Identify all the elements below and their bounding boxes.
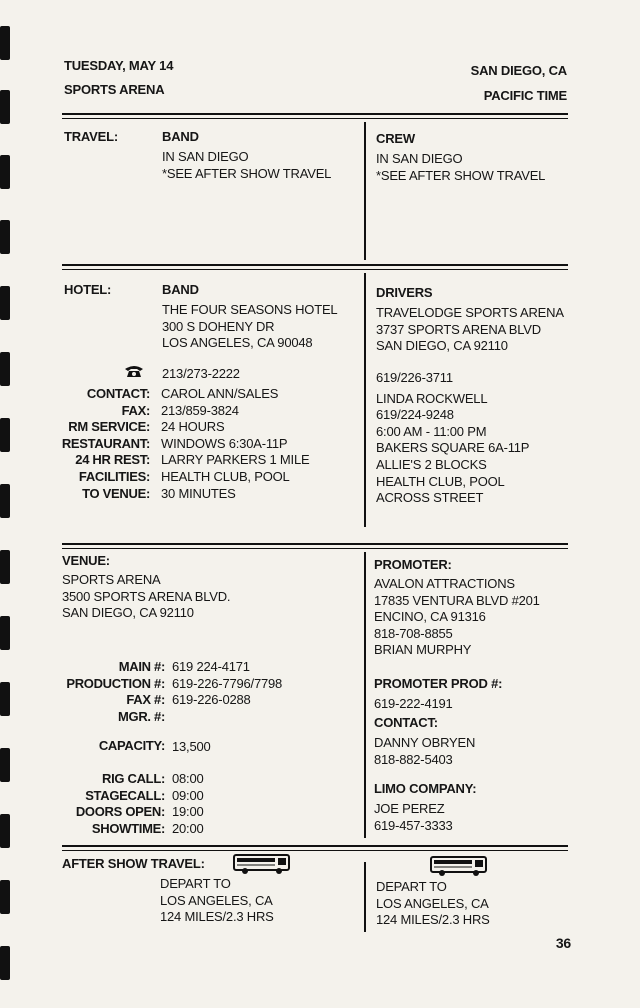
divider <box>62 269 568 270</box>
venue-label: VENUE: <box>62 553 110 568</box>
column-divider <box>364 862 366 932</box>
venue-address: SPORTS ARENA 3500 SPORTS ARENA BLVD. SAN DIEGO, CA 92110 <box>62 572 231 621</box>
divider <box>62 548 568 549</box>
venue-name: SPORTS ARENA <box>64 82 165 97</box>
divider <box>62 264 568 266</box>
tour-bus-icon <box>430 855 488 877</box>
capacity-value: 13,500 <box>172 739 211 754</box>
divider <box>62 845 568 847</box>
after-show-left: DEPART TO LOS ANGELES, CA 124 MILES/2.3 HRS <box>160 876 274 925</box>
travel-label: TRAVEL: <box>64 129 118 144</box>
promoter-lines: AVALON ATTRACTIONS 17835 VENTURA BLVD #201 ENCINO, CA 91316 818-708-8855 BRIAN MURPHY <box>374 576 540 658</box>
divider <box>62 543 568 545</box>
promoter-prod-label: PROMOTER PROD #: <box>374 676 503 691</box>
column-divider <box>364 122 366 260</box>
venue-phone-labels: MAIN #: PRODUCTION #: FAX #: MGR. #: <box>66 659 165 724</box>
hotel-detail-values: CAROL ANN/SALES 213/859-3824 24 HOURS WINDOWS 6:30A-11P LARRY PARKERS 1 MILE HEALTH CLUB, POOL 30 MINUTES <box>161 386 310 501</box>
telephone-icon <box>124 364 144 378</box>
divider <box>62 850 568 851</box>
divider <box>62 113 568 115</box>
show-time-values: 08:00 09:00 19:00 20:00 <box>172 771 204 836</box>
promoter-contact-lines: DANNY OBRYEN 818-882-5403 <box>374 735 476 767</box>
capacity-label: CAPACITY: <box>98 738 165 753</box>
timezone: PACIFIC TIME <box>483 88 567 103</box>
hotel-address: THE FOUR SEASONS HOTEL 300 S DOHENY DR LOS ANGELES, CA 90048 <box>162 302 338 351</box>
after-show-right: DEPART TO LOS ANGELES, CA 124 MILES/2.3 HRS <box>376 879 490 928</box>
travel-crew-title: CREW <box>376 131 415 146</box>
travel-band-lines: IN SAN DIEGO *SEE AFTER SHOW TRAVEL <box>162 149 332 181</box>
page-number: 36 <box>555 935 571 951</box>
hotel-detail-labels: CONTACT: FAX: RM SERVICE: RESTAURANT: 24 HR REST: FACILITIES: TO VENUE: <box>61 386 150 501</box>
limo-lines: JOE PEREZ 619-457-3333 <box>374 801 453 833</box>
drivers-title: DRIVERS <box>376 285 433 300</box>
column-divider <box>364 273 366 527</box>
tour-bus-icon <box>233 853 291 875</box>
promoter-prod-phone: 619-222-4191 <box>374 696 453 711</box>
show-time-labels: RIG CALL: STAGECALL: DOORS OPEN: SHOWTIME: <box>75 771 165 836</box>
limo-label: LIMO COMPANY: <box>374 781 477 796</box>
after-show-label: AFTER SHOW TRAVEL: <box>62 856 205 871</box>
venue-phone-values: 619 224-4171 619-226-7796/7798 619-226-0288 <box>172 659 283 708</box>
column-divider <box>364 552 366 838</box>
promoter-label: PROMOTER: <box>374 557 452 572</box>
drivers-address: TRAVELODGE SPORTS ARENA 3737 SPORTS ARENA BLVD SAN DIEGO, CA 92110 <box>376 305 564 354</box>
city: SAN DIEGO, CA <box>470 63 567 78</box>
promoter-contact-label: CONTACT: <box>374 715 438 730</box>
hotel-band-title: BAND <box>162 282 199 297</box>
divider <box>62 118 568 119</box>
drivers-details: 619/226-3711 LINDA ROCKWELL 619/224-9248 6:00 AM - 11:00 PM BAKERS SQUARE 6A-11P ALLIE'S 2 BLOCKS HEALTH CLUB, POOL ACROSS STREET <box>376 370 530 506</box>
spiral-binding <box>0 0 14 1008</box>
travel-crew-lines: IN SAN DIEGO *SEE AFTER SHOW TRAVEL <box>376 151 546 183</box>
hotel-label: HOTEL: <box>64 282 112 297</box>
hotel-phone: 213/273-2222 <box>162 366 240 381</box>
date: TUESDAY, MAY 14 <box>64 58 174 73</box>
travel-band-title: BAND <box>162 129 199 144</box>
